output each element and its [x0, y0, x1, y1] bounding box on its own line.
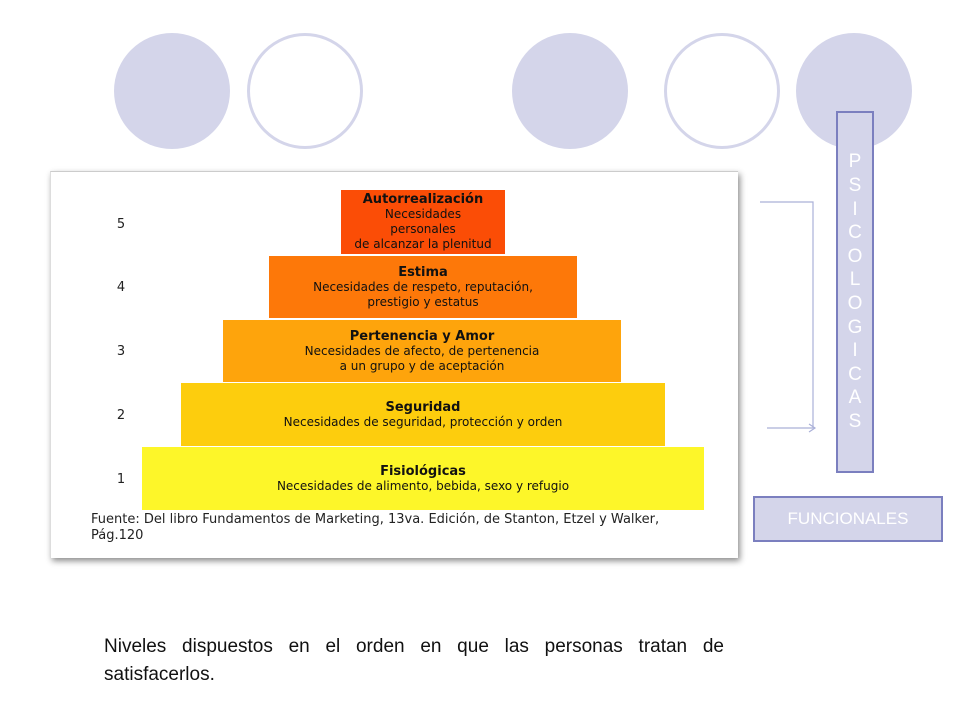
- slide-caption: Niveles dispuestos en el orden en que las personas tratan de satisfacerlos.: [104, 636, 724, 685]
- psicologicas-letter: O: [847, 245, 863, 267]
- psicologicas-letter: L: [849, 269, 861, 291]
- level-number-5: 5: [116, 217, 126, 232]
- tier-description: Necesidades personales de alcanzar la plenitud: [354, 207, 492, 251]
- tier-estima: [269, 256, 577, 318]
- psicologicas-letter: G: [847, 316, 863, 338]
- tier-title: Autorrealización: [362, 192, 484, 207]
- level-number-1: 1: [116, 472, 126, 487]
- psicologicas-letter: C: [848, 222, 862, 244]
- psicologicas-letter: I: [852, 198, 858, 220]
- tier-description: Necesidades de respeto, reputación, prestigio y estatus: [313, 279, 533, 309]
- psicologicas-letter: O: [847, 293, 863, 314]
- psicologicas-letter: A: [848, 387, 862, 409]
- psicologicas-letter: I: [852, 340, 858, 362]
- tier-description: Necesidades de seguridad, protección y orden: [283, 414, 563, 429]
- psicologicas-letter: P: [848, 151, 862, 173]
- tier-seguridad: [181, 383, 665, 446]
- level-number-4: 4: [116, 280, 126, 295]
- tier-title: Seguridad: [385, 399, 461, 415]
- tier-description: Necesidades de afecto, de pertenencia a un grupo y de aceptación: [304, 343, 540, 373]
- decor-circle-1: [114, 33, 230, 149]
- tier-autorrealizacion: [341, 190, 505, 254]
- level-number-2: 2: [116, 408, 126, 423]
- source-citation: Fuente: Del libro Fundamentos de Marketing, 13va. Edición, de Stanton, Etzel y Walker, Pág.120: [91, 512, 660, 543]
- maslow-pyramid-figure: [50, 171, 738, 558]
- funcionales-label: FUNCIONALES: [753, 496, 943, 542]
- tier-title: Fisiológicas: [380, 463, 466, 479]
- tier-fisiologicas: [142, 447, 704, 510]
- psicologicas-letter: C: [848, 363, 862, 385]
- tier-title: Pertenencia y Amor: [349, 328, 495, 344]
- decor-circle-4: [664, 33, 780, 149]
- psicologicas-letter: S: [848, 410, 862, 432]
- tier-description: Necesidades de alimento, bebida, sexo y refugio: [276, 478, 570, 493]
- decor-circle-3: [512, 33, 628, 149]
- tier-title: Estima: [398, 264, 448, 280]
- psicologicas-letter: S: [848, 175, 862, 197]
- decor-circle-2: [247, 33, 363, 149]
- level-number-3: 3: [116, 344, 126, 359]
- bracket-arrow: [755, 195, 835, 440]
- psicologicas-label: [836, 111, 874, 473]
- tier-pertenencia: [223, 320, 621, 382]
